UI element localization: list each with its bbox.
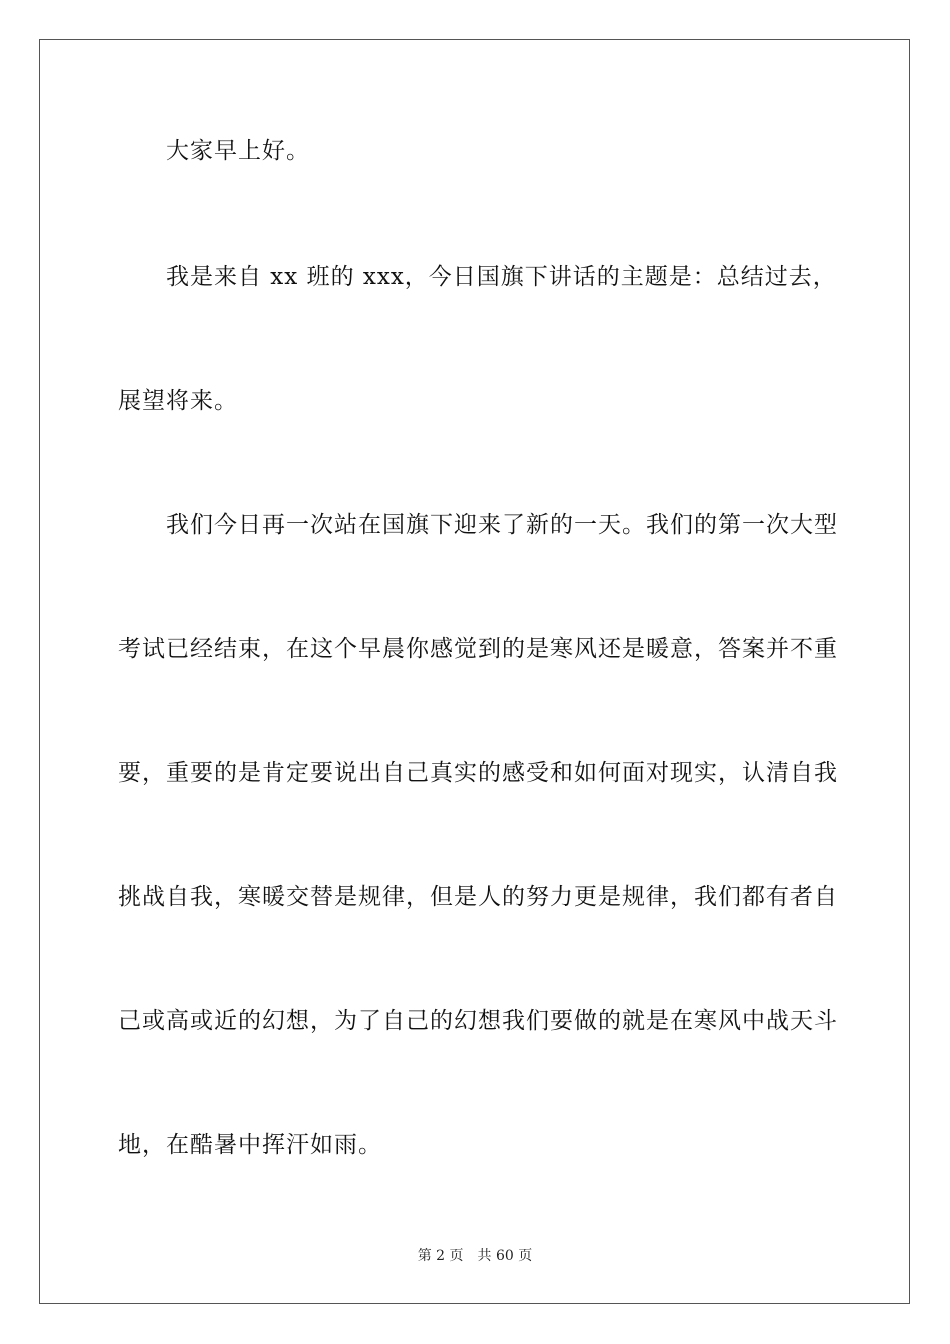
page-footer [0, 1247, 950, 1265]
paragraph-line: 展望将来。 [118, 388, 238, 414]
page-total: 共 60 页 [477, 1248, 533, 1264]
paragraph-line: 我是来自 xx 班的 xxx，今日国旗下讲话的主题是：总结过去， [166, 264, 837, 290]
paragraph-line: 考试已经结束，在这个早晨你感觉到的是寒风还是暖意，答案并不重 [118, 636, 838, 662]
paragraph-line: 己或高或近的幻想，为了自己的幻想我们要做的就是在寒风中战天斗 [118, 1008, 838, 1034]
paragraph-line: 挑战自我，寒暖交替是规律，但是人的努力更是规律，我们都有者自 [118, 884, 838, 910]
paragraph-line: 大家早上好。 [166, 138, 310, 164]
paragraph-line: 地，在酷暑中挥汗如雨。 [118, 1132, 382, 1158]
page-number: 第 2 页 [417, 1248, 464, 1264]
page-border [39, 39, 910, 1304]
paragraph-line: 我们今日再一次站在国旗下迎来了新的一天。我们的第一次大型 [166, 512, 838, 538]
paragraph-line: 要，重要的是肯定要说出自己真实的感受和如何面对现实，认清自我 [118, 760, 838, 786]
